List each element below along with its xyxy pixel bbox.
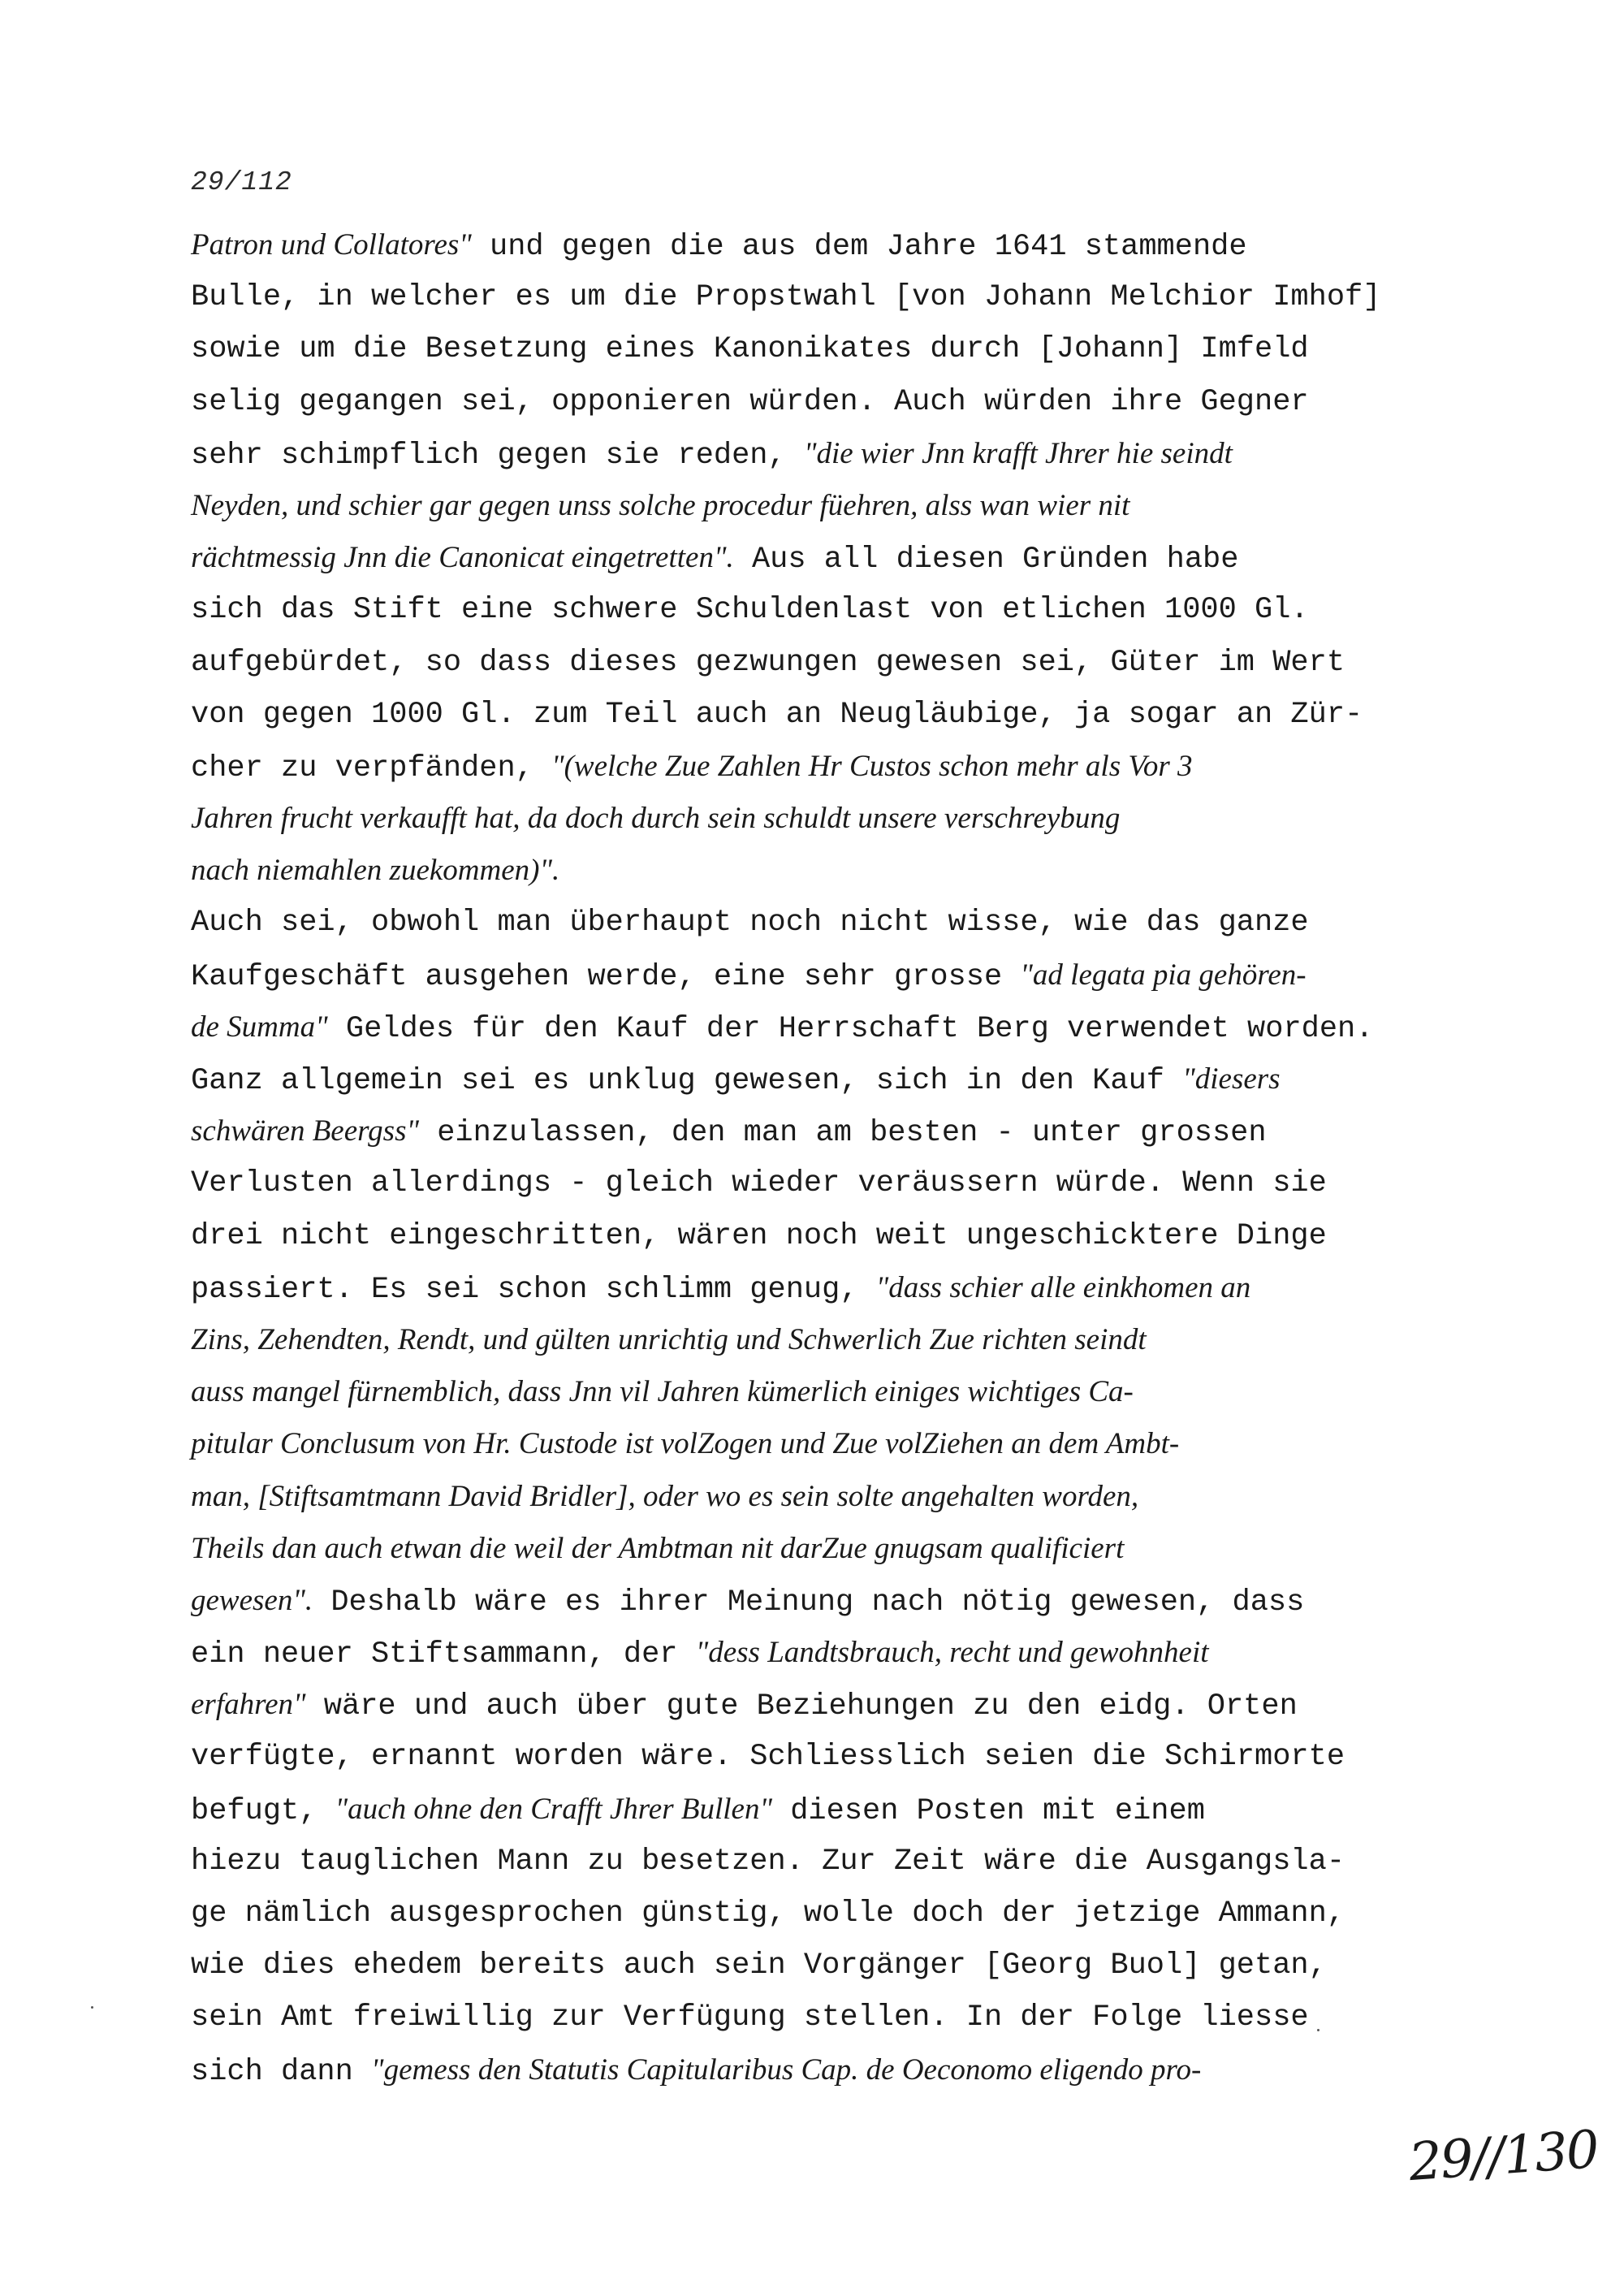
body-text-segment: sein Amt freiwillig zur Verfügung stellen. In der Folge liesse: [191, 2000, 1309, 2035]
text-line: [191, 1053, 1490, 1105]
text-line: [191, 480, 1490, 532]
quoted-source-text: Jahren frucht verkaufft hat, da doch durch sein schuldt unsere verschreybung: [191, 802, 1121, 836]
text-line: [191, 1992, 1490, 2044]
body-text-segment: von gegen 1000 Gl. zum Teil auch an Neugläubige, ja sogar an Zür-: [191, 697, 1363, 732]
body-text-segment: Aus all diesen Gründen habe: [733, 543, 1239, 577]
text-line: [191, 1471, 1490, 1523]
quoted-source-text: "dass schier alle einkhomen an: [875, 1270, 1251, 1304]
body-text-segment: befugt,: [191, 1793, 335, 1828]
quoted-source-text: Theils dan auch etwan die weil der Ambtman nit darZue gnugsam qualificiert: [191, 1531, 1125, 1565]
text-line: [191, 1627, 1490, 1679]
body-text-segment: und gegen die aus dem Jahre 1641 stammende: [471, 230, 1247, 264]
body-text-segment: Ganz allgemein sei es unklug gewesen, sich in den Kauf: [191, 1064, 1183, 1098]
body-text-segment: ein neuer Stiftsammann, der: [191, 1637, 696, 1672]
text-line: [191, 793, 1490, 845]
quoted-source-text: man, [Stiftsamtmann David Bridler], oder wo es sein solte angehalten worden,: [191, 1479, 1139, 1513]
quoted-source-text: Patron und Collatores": [191, 228, 472, 262]
text-line: [191, 1836, 1490, 1888]
body-text-segment: Verlusten allerdings - gleich wieder veräussern würde. Wenn sie: [191, 1166, 1327, 1201]
text-line: [191, 637, 1490, 689]
body-text-segment: wäre und auch über gute Beziehungen zu den eidg. Orten: [305, 1689, 1298, 1724]
text-line: [191, 1314, 1490, 1366]
text-line: [191, 1679, 1490, 1731]
text-line: [191, 949, 1490, 1001]
quoted-source-text: "(welche Zue Zahlen Hr Custos schon mehr als Vor 3: [551, 749, 1193, 783]
text-line: [191, 1262, 1490, 1314]
text-line: [191, 897, 1490, 949]
handwritten-folio-number: 29//130: [1406, 2119, 1600, 2194]
text-line: [191, 1105, 1490, 1157]
text-line: [191, 1784, 1490, 1836]
text-line: [191, 1001, 1490, 1053]
text-line: [191, 376, 1490, 428]
body-text-segment: sowie um die Besetzung eines Kanonikates durch [Johann] Imfeld: [191, 332, 1309, 367]
text-line: [191, 1210, 1490, 1262]
text-line: [191, 584, 1490, 636]
quoted-source-text: pitular Conclusum von Hr. Custode ist volZogen und Zue volZiehen an dem Ambt-: [191, 1427, 1180, 1461]
page-number: 29/112: [191, 167, 292, 197]
quoted-source-text: gewesen".: [191, 1583, 313, 1617]
body-text-segment: sich das Stift eine schwere Schuldenlast von etlichen 1000 Gl.: [191, 593, 1309, 628]
scan-speck: [91, 2006, 93, 2009]
scan-speck: [1317, 2029, 1320, 2031]
text-line: [191, 1157, 1490, 1209]
body-text-segment: Bulle, in welcher es um die Propstwahl [von Johann Melchior Imhof]: [191, 280, 1381, 315]
text-line: [191, 689, 1490, 741]
quoted-source-text: "gemess den Statutis Capitularibus Cap. de Oeconomo eligendo pro-: [371, 2052, 1202, 2087]
text-line: [191, 1888, 1490, 1940]
text-line: [191, 532, 1490, 584]
quoted-source-text: "die wier Jnn krafft Jhrer hie seindt: [803, 436, 1233, 470]
text-line: [191, 741, 1490, 793]
quoted-source-text: auss mangel fürnemblich, dass Jnn vil Jahren kümerlich einiges wichtiges Ca-: [191, 1375, 1134, 1409]
body-text-segment: Auch sei, obwohl man überhaupt noch nicht wisse, wie das ganze: [191, 906, 1309, 941]
body-text-segment: ge nämlich ausgesprochen günstig, wolle doch der jetzige Ammann,: [191, 1897, 1345, 1931]
text-line: [191, 845, 1490, 897]
text-line: [191, 1366, 1490, 1418]
body-text-segment: selig gegangen sei, opponieren würden. Auch würden ihre Gegner: [191, 384, 1309, 419]
quoted-source-text: erfahren": [191, 1688, 306, 1722]
body-text-segment: drei nicht eingeschritten, wären noch weit ungeschicktere Dinge: [191, 1218, 1327, 1253]
body-text-segment: sich dann: [191, 2054, 372, 2089]
body-text-segment: diesen Posten mit einem: [772, 1793, 1205, 1828]
text-line: [191, 1731, 1490, 1783]
text-line: [191, 271, 1490, 323]
body-text-segment: aufgebürdet, so dass dieses gezwungen gewesen sei, Güter im Wert: [191, 645, 1345, 680]
text-line: [191, 323, 1490, 375]
text-line: [191, 219, 1490, 271]
body-text-segment: passiert. Es sei schon schlimm genug,: [191, 1272, 876, 1307]
quoted-source-text: nach niemahlen zuekommen)".: [191, 854, 560, 888]
body-text-segment: sehr schimpflich gegen sie reden,: [191, 438, 804, 473]
text-line: [191, 1523, 1490, 1575]
quoted-source-text: "ad legata pia gehören-: [1020, 958, 1307, 992]
quoted-source-text: de Summa": [191, 1010, 328, 1044]
quoted-source-text: schwären Beergss": [191, 1114, 420, 1148]
body-text: [191, 219, 1490, 2096]
quoted-source-text: rächtmessig Jnn die Canonicat eingetretten".: [191, 541, 734, 575]
text-line: [191, 1940, 1490, 1992]
quoted-source-text: Neyden, und schier gar gegen unss solche procedur füehren, alss wan wier nit: [191, 488, 1130, 522]
quoted-source-text: Zins, Zehendten, Rendt, und gülten unrichtig und Schwerlich Zue richten seindt: [191, 1322, 1147, 1356]
text-line: [191, 1418, 1490, 1470]
text-line: [191, 2044, 1490, 2096]
body-text-segment: Kaufgeschäft ausgehen werde, eine sehr grosse: [191, 959, 1021, 994]
body-text-segment: cher zu verpfänden,: [191, 750, 552, 785]
body-text-segment: hiezu tauglichen Mann zu besetzen. Zur Zeit wäre die Ausgangsla-: [191, 1844, 1345, 1879]
body-text-segment: verfügte, ernannt worden wäre. Schliesslich seien die Schirmorte: [191, 1740, 1345, 1775]
text-line: [191, 1575, 1490, 1627]
body-text-segment: wie dies ehedem bereits auch sein Vorgänger [Georg Buol] getan,: [191, 1948, 1327, 1983]
text-line: [191, 428, 1490, 480]
quoted-source-text: "dess Landtsbrauch, recht und gewohnheit: [695, 1636, 1209, 1670]
body-text-segment: Deshalb wäre es ihrer Meinung nach nötig gewesen, dass: [313, 1585, 1305, 1620]
quoted-source-text: "auch ohne den Crafft Jhrer Bullen": [335, 1792, 773, 1826]
body-text-segment: Geldes für den Kauf der Herrschaft Berg verwendet worden.: [327, 1011, 1374, 1046]
quoted-source-text: "diesers: [1182, 1062, 1281, 1096]
body-text-segment: einzulassen, den man am besten - unter grossen: [419, 1116, 1267, 1151]
